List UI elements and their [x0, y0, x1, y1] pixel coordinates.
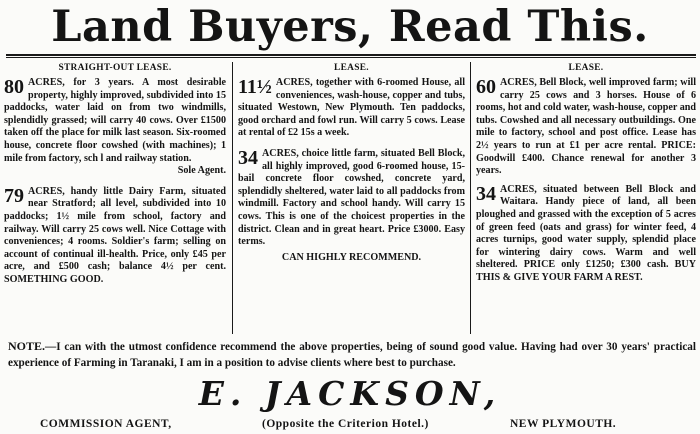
footer-town: NEW PLYMOUTH. — [510, 418, 617, 430]
listing — [476, 77, 696, 178]
column-heading: STRAIGHT-OUT LEASE. — [58, 63, 172, 73]
top-rule-thin — [6, 57, 696, 58]
acreage-number: 34 — [238, 146, 258, 169]
listing — [4, 186, 226, 287]
column-straight-out-lease — [4, 62, 226, 287]
acreage-number: 80 — [4, 76, 24, 98]
listing-text: ACRES, handy little Dairy Farm, situated near Stratford; all level, subdivided into 10 paddocks; 1½ mile from school, factory and railway. Will carry 25 cows well. Nice Cottage with conveniences; 4 rooms. Soldier's farm; selling on account of continual ill-health. Price, only £45 per acre, and £500 cash; balance 4½ per cent. SOMETHING GOOD. — [4, 185, 226, 285]
acreage-number: 79 — [4, 184, 24, 207]
footer-address: (Opposite the Criterion Hotel.) — [262, 418, 429, 430]
column-heading: LEASE. — [334, 63, 369, 73]
column-lease-middle — [238, 62, 465, 264]
note-text: —I can with the utmost confidence recommend the above properties, being of sound good value. Having had over 30 years' practical experience of Farming in Taranaki, I am in a position to advise clients where best to purchase. — [8, 341, 696, 369]
listing-signoff: Sole Agent. — [177, 165, 226, 177]
listing-text: ACRES, situated between Bell Block and Waitara. Handy piece of land, all been ploughed and grassed with the exception of 5 acres of green feed (oats and grass) for winter feed, 4 acres turnips, good water supply, splendid place for wintering dairy cows. Warm and well sheltered. PRICE only £1250; £300 cash. BUY THIS & GIVE YOUR FARM A REST. — [476, 183, 696, 283]
listing — [238, 77, 465, 140]
agent-name: E. JACKSON, — [198, 374, 502, 413]
listing-text: ACRES, choice little farm, situated Bell Block, all highly improved, good 6-roomed house, 15-bail concrete floor cowshed, concrete yard, splendidly sheltered, water laid to all paddocks from windmill. Factory and school handy. Will carry 15 cows. This is one of the choicest properties in the district. Clean and in great heart. Price £3000. Easy terms. — [238, 147, 465, 248]
note-lead: NOTE. — [8, 339, 46, 353]
listing-tagline: CAN HIGHLY RECOMMEND. — [281, 251, 422, 263]
acreage-number: 11½ — [238, 76, 272, 98]
note-paragraph — [8, 338, 696, 371]
footer-title: COMMISSION AGENT, — [40, 418, 172, 430]
listing — [4, 77, 226, 178]
column-heading: LEASE. — [568, 63, 604, 73]
column-divider-right — [470, 62, 471, 334]
column-divider-left — [232, 62, 233, 334]
top-rule — [6, 54, 696, 56]
acreage-number: 60 — [476, 76, 496, 98]
listing-text: ACRES, Bell Block, well improved farm; will carry 25 cows and 3 horses. House of 6 rooms, hot and cold water, wash-house, copper and tubs. Cowshed and all necessary outbuildings. One mile to factory, school and post office. Lease has 2½ years to run at £1 per acre rental. PRICE: Goodwill £400. Chance renewal for another 3 years. — [476, 77, 696, 177]
listing — [476, 184, 696, 285]
listing-text: ACRES, together with 6-roomed House, all conveniences, wash-house, copper and tubs, situated Westown, New Plymouth. Ten paddocks, good orchard and fowl run. Will carry 5 cows. Lease at rental of £2 15s a week. — [238, 77, 465, 139]
listing — [238, 148, 465, 264]
headline: Land Buyers, Read This. — [51, 2, 649, 52]
acreage-number: 34 — [476, 182, 496, 205]
column-lease-right — [476, 62, 696, 285]
listing-text: ACRES, for 3 years. A most desirable property, highly improved, subdivided into 15 paddocks, water laid on from two windmills, splendidly grassed; will carry 40 cows. Over £1500 taken off the place for milk last season. Six-roomed house, concrete floor cowshed (with machines); 1 mile from factory, sch l and railway station. — [4, 77, 226, 164]
